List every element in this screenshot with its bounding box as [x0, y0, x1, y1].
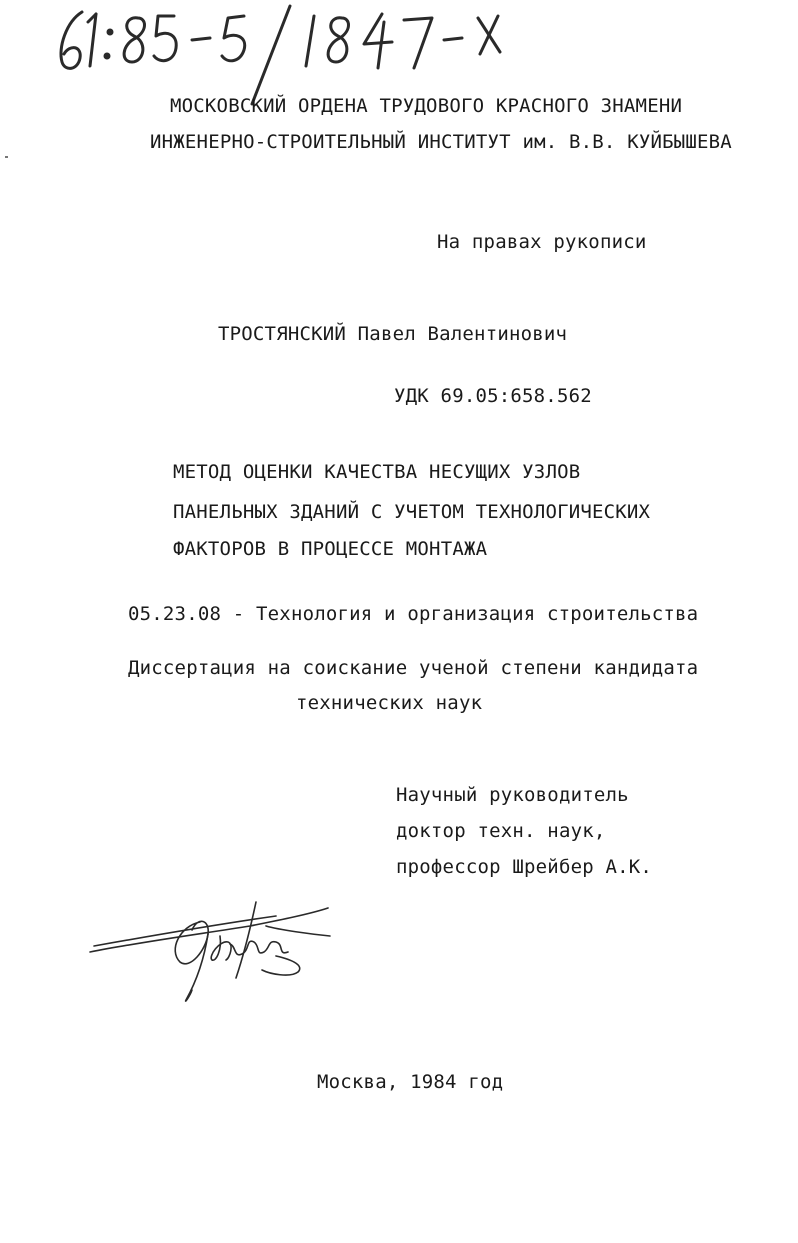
- institution-line-2: ИНЖЕНЕРНО-СТРОИТЕЛЬНЫЙ ИНСТИТУТ им. В.В. КУЙБЫШЕВА: [150, 131, 732, 153]
- udc-code: УДК 69.05:658.562: [394, 385, 592, 407]
- degree-line-1: Диссертация на соискание ученой степени кандидата: [128, 657, 699, 679]
- institution-line-1: МОСКОВСКИЙ ОРДЕНА ТРУДОВОГО КРАСНОГО ЗНАМЕНИ: [170, 95, 683, 117]
- degree-line-2: технических наук: [296, 692, 483, 714]
- author-name: ТРОСТЯНСКИЙ Павел Валентинович: [218, 323, 568, 345]
- specialty-code: 05.23.08 - Технология и организация строительства: [128, 603, 699, 625]
- supervisor-line-2: доктор техн. наук,: [396, 820, 606, 842]
- manuscript-rights: На правах рукописи: [437, 231, 647, 253]
- thesis-title-line-1: МЕТОД ОЦЕНКИ КАЧЕСТВА НЕСУЩИХ УЗЛОВ: [173, 461, 581, 483]
- place-and-year: Москва, 1984 год: [317, 1071, 504, 1093]
- thesis-title-line-2: ПАНЕЛЬНЫХ ЗДАНИЙ С УЧЕТОМ ТЕХНОЛОГИЧЕСКИХ: [173, 501, 651, 523]
- supervisor-line-3: профессор Шрейбер А.К.: [396, 856, 653, 878]
- margin-speck: [5, 156, 8, 158]
- thesis-title-line-3: ФАКТОРОВ В ПРОЦЕССЕ МОНТАЖА: [173, 538, 488, 560]
- supervisor-line-1: Научный руководитель: [396, 784, 629, 806]
- signature: [80, 890, 350, 1010]
